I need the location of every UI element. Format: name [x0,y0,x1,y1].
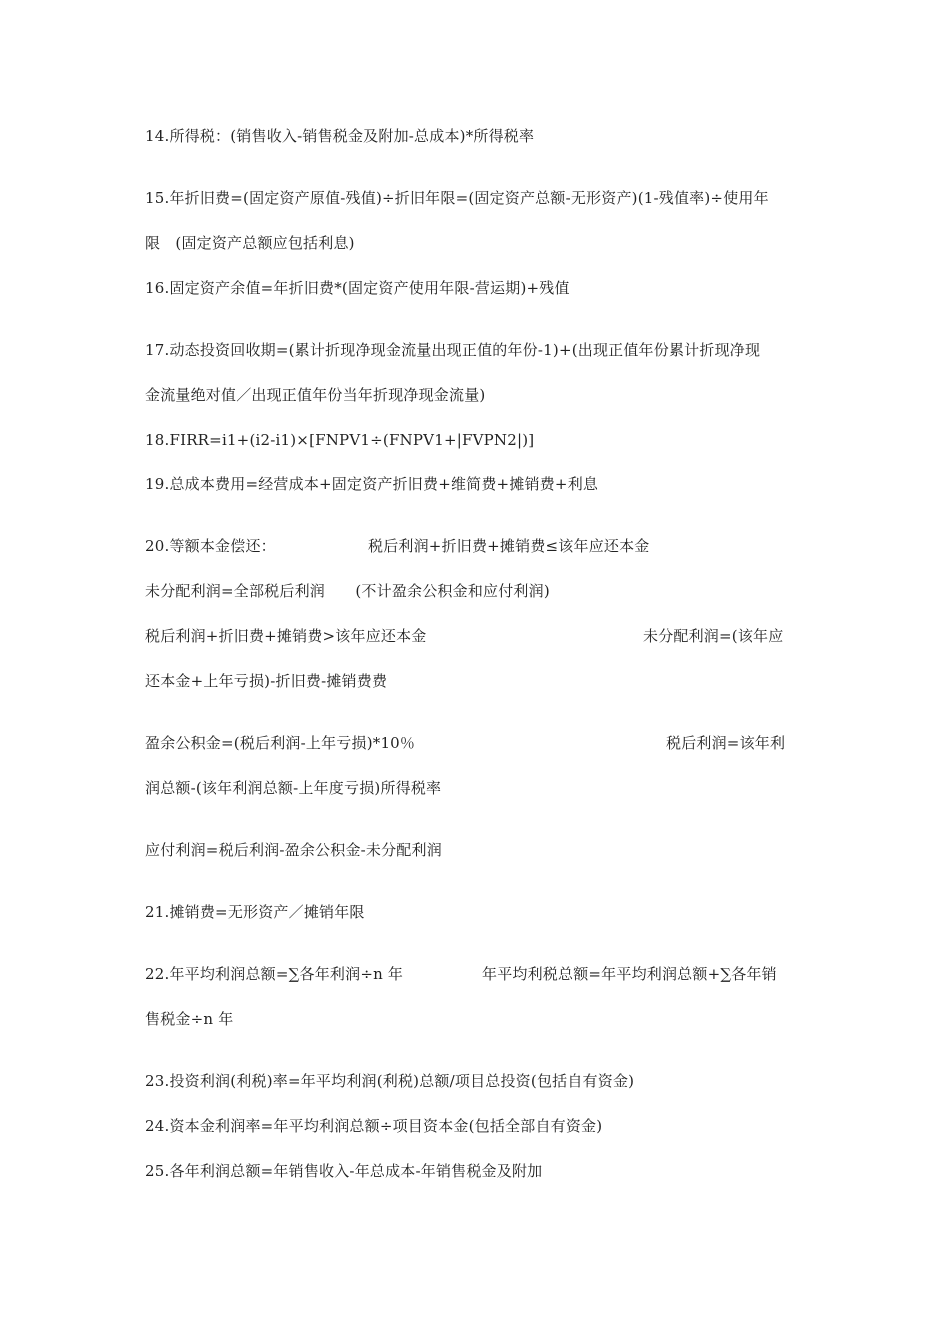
formula-22-tax-total: 年平均利税总额=年平均利润总额+∑各年销 [482,965,777,983]
formula-17-line-2: 金流量绝对值／出现正值年份当年折现净现金流量) [145,386,486,404]
formula-22-line-1: 22.年平均利润总额=∑各年利润÷n 年 [145,965,404,983]
formula-20-payable-profit: 应付利润=税后利润-盈余公积金-未分配利润 [145,841,442,859]
formula-20-condition-2: 税后利润+折旧费+摊销费>该年应还本金 [145,627,427,645]
formula-18: 18.FIRR=i1+(i2-i1)×[FNPV1÷(FNPV1+|FVPN2|)] [145,431,535,449]
formula-20-after-tax-profit: 税后利润=该年利 [666,734,786,752]
formula-20-undistributed-profit-2: 未分配利润=(该年应 [643,627,784,645]
formula-17-line-1: 17.动态投资回收期=(累计折现净现金流量出现正值的年份-1)+(出现正值年份累计折现净现 [145,341,761,359]
formula-15-line-1: 15.年折旧费=(固定资产原值-残值)÷折旧年限=(固定资产总额-无形资产)(1-残值率)÷使用年 [145,189,769,207]
formula-16: 16.固定资产余值=年折旧费*(固定资产使用年限-营运期)+残值 [145,279,570,297]
formula-14: 14.所得税：(销售收入-销售税金及附加-总成本)*所得税率 [145,127,535,145]
formula-25: 25.各年利润总额=年销售收入-年总成本-年销售税金及附加 [145,1162,543,1180]
formula-24: 24.资本金利润率=年平均利润总额÷项目资本金(包括全部自有资金) [145,1117,603,1135]
formula-20-surplus-reserve: 盈余公积金=(税后利润-上年亏损)*10％ [145,734,416,752]
formula-20-heading: 20.等额本金偿还： [145,537,276,555]
formula-20-after-tax-profit-cont: 润总额-(该年利润总额-上年度亏损)所得税率 [145,779,442,797]
formula-20-undistributed-profit-2-cont: 还本金+上年亏损)-折旧费-摊销费费 [145,672,388,690]
formula-20-condition-1: 税后利润+折旧费+摊销费≤该年应还本金 [368,537,650,555]
formula-19: 19.总成本费用=经营成本+固定资产折旧费+维简费+摊销费+利息 [145,475,599,493]
formula-23: 23.投资利润(利税)率=年平均利润(利税)总额/项目总投资(包括自有资金) [145,1072,635,1090]
formula-22-line-2: 售税金÷n 年 [145,1010,234,1028]
formula-20-undistributed-profit-1: 未分配利润=全部税后利润 (不计盈余公积金和应付利润) [145,582,550,600]
formula-21: 21.摊销费=无形资产／摊销年限 [145,903,365,921]
formula-15-line-2: 限 (固定资产总额应包括利息) [145,234,355,252]
